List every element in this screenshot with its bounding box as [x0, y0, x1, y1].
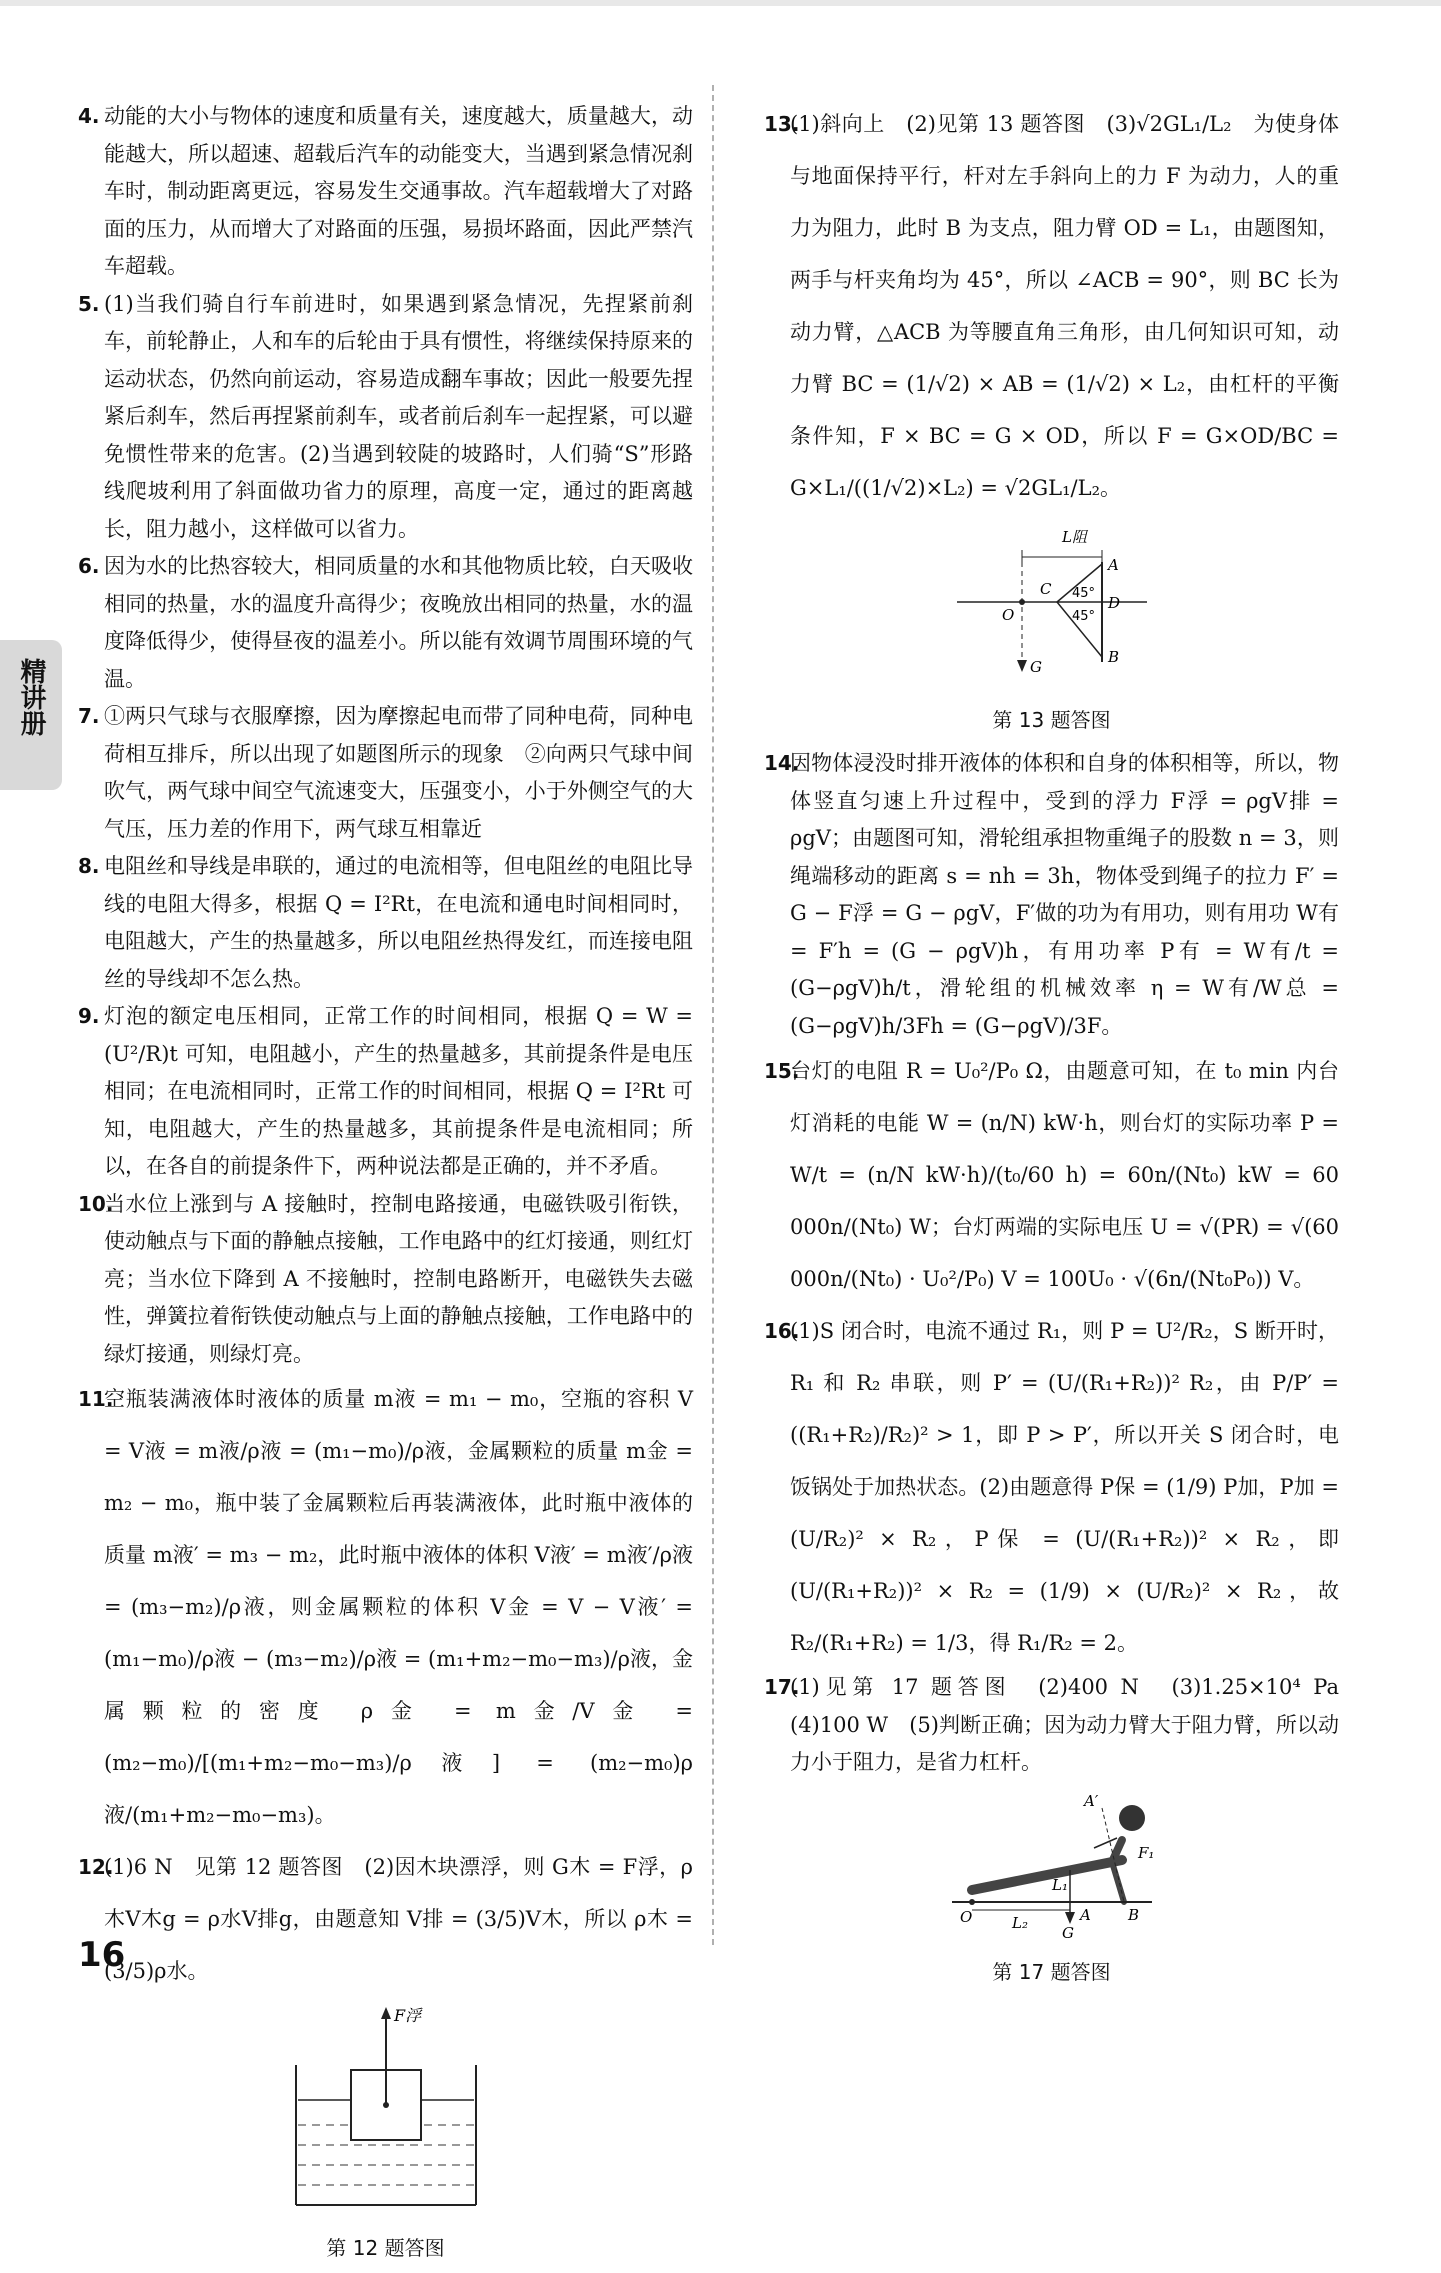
- force-label: F浮: [393, 2006, 421, 2025]
- item-text: 空瓶装满液体时液体的质量 m液 = m₁ − m₀，空瓶的容积 V = V液 = m液/ρ液 = (m₁−m₀)/ρ液，金属颗粒的质量 m金 = m₂ − m₀，瓶中装了金属颗粒后再装满液体，此时瓶中液体的质量 m液′ = m₃ − m₂，此时瓶中液体的体积 V液′ = m液′/ρ液 = (m₃−m₂)/ρ液，则金属颗粒的体积 V金 = V − V液′ = (m₁−m₀)/ρ液 − (m₃−m₂)/ρ液 = (m₁+m₂−m₀−m₃)/ρ液，金属颗粒的密度 ρ金 = m金/V金 = (m₂−m₀)/[(m₁+m₂−m₀−m₃)/ρ液] = (m₂−m₀)ρ液/(m₁+m₂−m₀−m₃)。: [104, 1387, 693, 1827]
- item-text: 电阻丝和导线是串联的，通过的电流相等，但电阻丝的电阻比导线的电阻大得多，根据 Q = I²Rt，在电流和通电时间相同时，电阻越大，产生的热量越多，所以电阻丝热得发红，而连接电阻丝的导线却不怎么热。: [104, 854, 693, 991]
- item-number: 8.: [78, 854, 100, 878]
- item-number: 11.: [78, 1387, 114, 1411]
- item-number: 9.: [78, 1004, 100, 1028]
- item-number: 10.: [78, 1191, 114, 1216]
- label-B: B: [1107, 648, 1119, 666]
- label-angle-2: 45°: [1071, 609, 1095, 624]
- label-A: A: [1079, 1905, 1091, 1924]
- item-number: 6.: [78, 554, 100, 578]
- item-text: (1)6 N 见第 12 题答图 (2)因木块漂浮，则 G木 = F浮，ρ木V木g = ρ水V排g，由题意知 V排 = (3/5)V木，所以 ρ木 = (3/5)ρ水。: [104, 1855, 693, 1983]
- label-L: L阻: [1061, 528, 1087, 546]
- label-L2: L₂: [1011, 1913, 1028, 1932]
- figure-17: [764, 1790, 1339, 1992]
- answer-item-5: [78, 286, 693, 549]
- answer-item-13: [764, 98, 1339, 514]
- label-G: G: [1061, 1923, 1074, 1940]
- answer-item-9: [78, 998, 693, 1186]
- label-C: C: [1039, 580, 1051, 598]
- figure-12-caption: 第 12 题答图: [326, 2235, 445, 2260]
- column-divider: [712, 85, 714, 1945]
- label-angle-1: 45°: [1071, 586, 1095, 601]
- figure-13-diagram: [952, 522, 1152, 687]
- item-number: 12.: [78, 1855, 114, 1879]
- item-number: 16.: [764, 1319, 800, 1343]
- answer-item-15: [764, 1045, 1339, 1305]
- label-F1: F₁: [1137, 1843, 1154, 1862]
- page-top-edge: [0, 0, 1441, 6]
- side-tab: [0, 640, 62, 790]
- answer-item-7: [78, 698, 693, 848]
- answer-item-4: [78, 98, 693, 286]
- item-text: 因物体浸没时排开液体的体积和自身的体积相等，所以，物体竖直匀速上升过程中，受到的浮力 F浮 = ρgV排 = ρgV；由题图可知，滑轮组承担物重绳子的股数 n = 3，则绳端移动的距离 s = nh = 3h，物体受到绳子的拉力 F′ = G − F浮 = G − ρgV，F′做的功为有用功，则有用功 W有 = F′h = (G − ρgV)h，有用功率 P有 = W有/t = (G−ρgV)h/t，滑轮组的机械效率 η = W有/W总 = (G−ρgV)h/3Fh = (G−ρgV)/3F。: [790, 751, 1339, 1038]
- item-number: 5.: [78, 291, 100, 316]
- figure-13: [764, 522, 1339, 739]
- label-A-prime: A′: [1083, 1791, 1098, 1810]
- item-text: 动能的大小与物体的速度和质量有关，速度越大，质量越大，动能越大，所以超速、超载后汽车的动能变大，当遇到紧急情况刹车时，制动距离更远，容易发生交通事故。汽车超载增大了对路面的压力，从而增大了对路面的压强，易损坏路面，因此严禁汽车超载。: [104, 104, 693, 278]
- item-number: 15.: [764, 1059, 800, 1083]
- figure-17-diagram: [942, 1790, 1162, 1940]
- item-text: (1)当我们骑自行车前进时，如果遇到紧急情况，先捏紧前刹车，前轮静止，人和车的后轮由于具有惯性，将继续保持原来的运动状态，仍然向前运动，容易造成翻车事故；因此一般要先捏紧后刹车，然后再捏紧前刹车，或者前后刹车一起捏紧，可以避免惯性带来的危害。(2)当遇到较陡的坡路时，人们骑“S”形路线爬坡利用了斜面做功省力的原理，高度一定，通过的距离越长，阻力越小，这样做可以省力。: [104, 291, 693, 541]
- item-text: ①两只气球与衣服摩擦，因为摩擦起电而带了同种电荷，同种电荷相互排斥，所以出现了如题图所示的现象 ②向两只气球中间吹气，两气球中间空气流速变大，压强变小，小于外侧空气的大气压，压力差的作用下，两气球互相靠近: [104, 704, 693, 841]
- item-number: 7.: [78, 704, 100, 728]
- item-number: 13.: [764, 112, 800, 136]
- answer-item-12: [78, 1841, 693, 1997]
- left-column: [78, 98, 693, 2273]
- label-O: O: [1001, 606, 1014, 624]
- page-number: 16: [78, 1935, 126, 1975]
- answer-item-10: [78, 1186, 693, 1374]
- item-text: 当水位上涨到与 A 接触时，控制电路接通，电磁铁吸引衔铁，使动触点与下面的静触点接触，工作电路中的红灯接通，则红灯亮；当水位下降到 A 不接触时，控制电路断开，电磁铁失去磁性，弹簧拉着衔铁使动触点与上面的静触点接触，工作电路中的绿灯接通，则绿灯亮。: [104, 1191, 693, 1366]
- item-text: (1)斜向上 (2)见第 13 题答图 (3)√2GL₁/L₂ 为使身体与地面保持平行，杆对左手斜向上的力 F 为动力，人的重力为阻力，此时 B 为支点，阻力臂 OD = L₁，由题图知，两手与杆夹角均为 45°，所以 ∠ACB = 90°，则 BC 长为动力臂，△ACB 为等腰直角三角形，由几何知识可知，动力臂 BC = (1/√2) × AB = (1/√2) × L₂，由杠杆的平衡条件知，F × BC = G × OD，所以 F = G×OD/BC = G×L₁/((1/√2)×L₂) = √2GL₁/L₂。: [790, 112, 1339, 500]
- answer-item-11: [78, 1373, 693, 1841]
- label-L1: L₁: [1051, 1875, 1068, 1894]
- figure-12-diagram: [286, 2005, 486, 2215]
- label-O: O: [959, 1907, 972, 1926]
- item-text: (1)见第 17 题答图 (2)400 N (3)1.25×10⁴ Pa (4)100 W (5)判断正确；因为动力臂大于阻力臂，所以动力小于阻力，是省力杠杆。: [790, 1675, 1360, 1774]
- answer-item-8: [78, 848, 693, 998]
- item-text: 灯泡的额定电压相同，正常工作的时间相同，根据 Q = W = (U²/R)t 可知，电阻越小，产生的热量越多，其前提条件是电压相同；在电流相同时，正常工作的时间相同，根据 Q = I²Rt 可知，电阻越大，产生的热量越多，其前提条件是电流相同；所以，在各自的前提条件下，两种说法都是正确的，并不矛盾。: [104, 1004, 693, 1178]
- item-text: (1)S 闭合时，电流不通过 R₁，则 P = U²/R₂，S 断开时，R₁ 和 R₂ 串联，则 P′ = (U/(R₁+R₂))² R₂，由 P/P′ = ((R₁+R₂)/R₂)² > 1，即 P > P′，所以开关 S 闭合时，电饭锅处于加热状态。(2)由题意得 P保 = (1/9) P加，P加 = (U/R₂)² × R₂，P保 = (U/(R₁+R₂))² × R₂，即 (U/(R₁+R₂))² × R₂ = (1/9) × (U/R₂)² × R₂，故 R₂/(R₁+R₂) = 1/3，得 R₁/R₂ = 2。: [790, 1319, 1339, 1655]
- label-B: B: [1127, 1905, 1139, 1924]
- label-A: A: [1107, 556, 1119, 574]
- item-text: 台灯的电阻 R = U₀²/P₀ Ω，由题意可知，在 t₀ min 内台灯消耗的电能 W = (n/N) kW·h，则台灯的实际功率 P = W/t = (n/N kW·h)/(t₀/60 h) = 60n/(Nt₀) kW = 60 000n/(Nt₀) W；台灯两端的实际电压 U = √(PR) = √(60 000n/(Nt₀) · U₀²/P₀) V = 100U₀ · √(6n/(Nt₀P₀)) V。: [790, 1059, 1339, 1291]
- right-column: [764, 98, 1360, 1998]
- side-tab-label: 精讲册: [16, 658, 46, 736]
- label-G: G: [1029, 658, 1042, 676]
- item-number: 4.: [78, 104, 100, 128]
- answer-item-14: [764, 745, 1339, 1045]
- figure-17-caption: 第 17 题答图: [992, 1960, 1111, 1984]
- answer-item-17: [764, 1669, 1360, 1782]
- figure-12: [78, 2005, 693, 2267]
- item-number: 14.: [764, 751, 800, 775]
- item-number: 17.: [764, 1675, 800, 1699]
- answer-item-16: [764, 1305, 1339, 1669]
- figure-13-caption: 第 13 题答图: [992, 707, 1111, 732]
- item-text: 因为水的比热容较大，相同质量的水和其他物质比较，白天吸收相同的热量，水的温度升高得少；夜晚放出相同的热量，水的温度降低得少，使得昼夜的温差小。所以能有效调节周围环境的气温。: [104, 554, 693, 691]
- label-D: D: [1107, 594, 1120, 612]
- answer-item-6: [78, 548, 693, 698]
